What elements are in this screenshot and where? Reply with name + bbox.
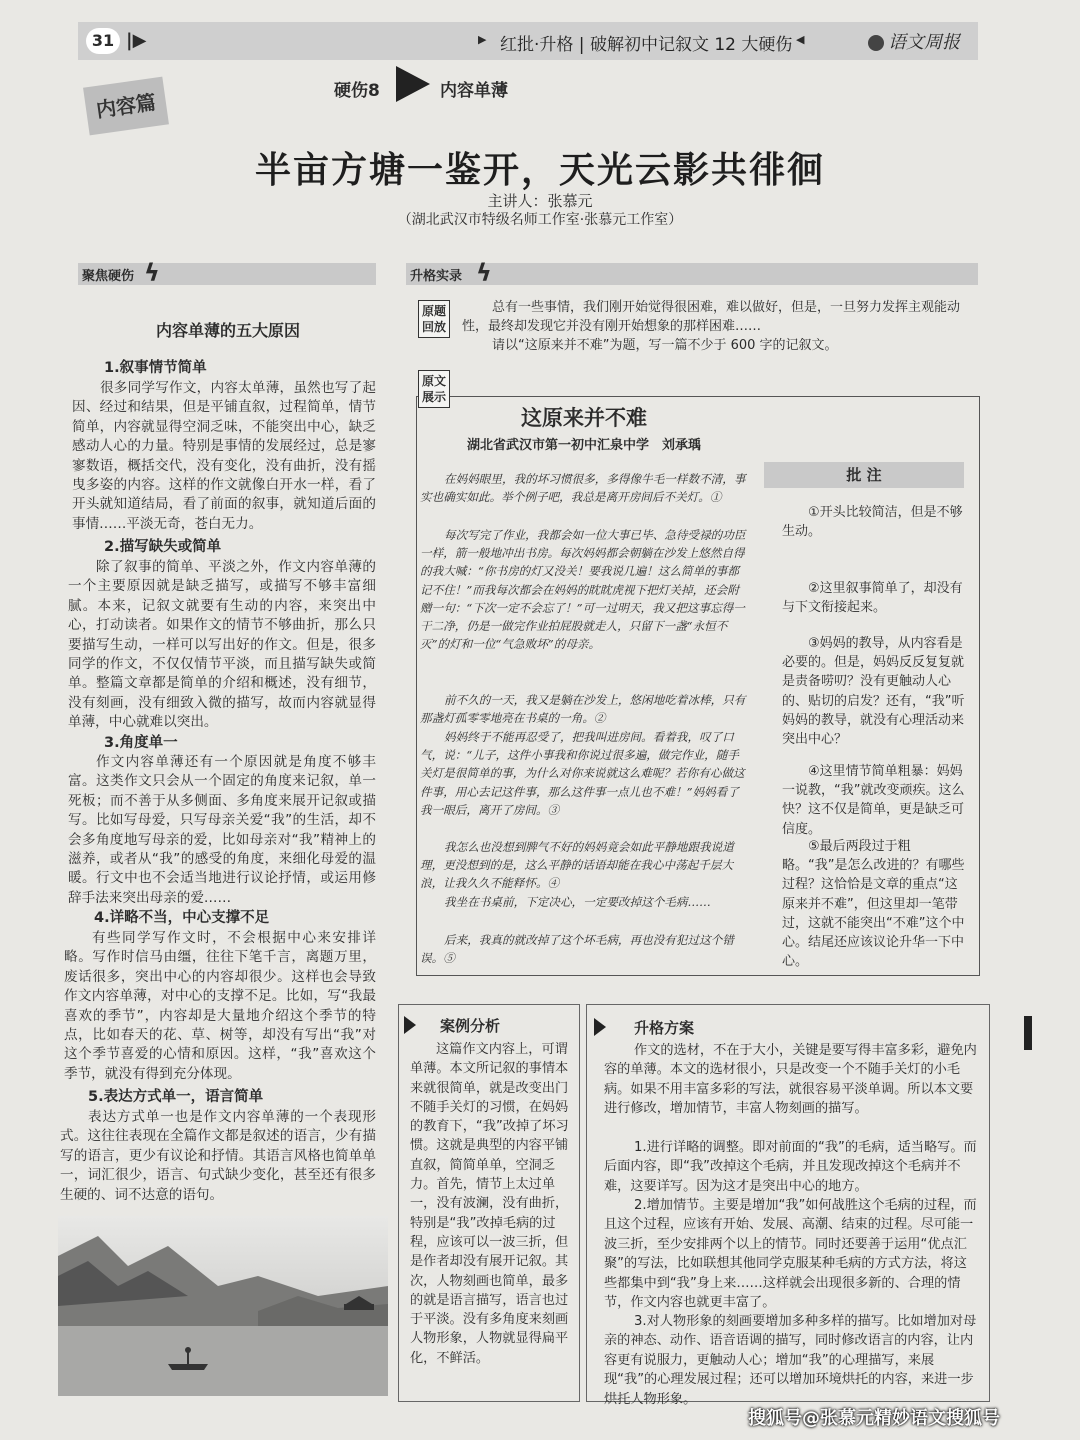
arrow-icon <box>404 1016 416 1034</box>
essay-paragraph: 妈妈终于不能再忍受了，把我叫进房间。看着我，叹了口气，说：“儿子，这件小事我和你说过很多遍，做完作业，随手关灯是很简单的事，为什么对你来说就这么难呢？若你有心做这件事，用心去记这件事，那么这件事一点儿也不难！”妈妈看了我一眼后，离开了房间。③ <box>420 730 745 817</box>
essay-paragraph: 每次写完了作业，我都会如一位大事已毕、急待受禄的功臣一样，箭一般地冲出书房。每次妈妈都会朝躺在沙发上悠然自得的我大喊：“你书房的灯又没关！要我说几遍！这么简单的事都记不住！”而我每次都会在妈妈的眈眈虎视下把灯关掉，还会附赠一句：“下次一定不会忘了！”可一过明天，我又把这事忘得一干二净，仍是一做完作业拍屁股就走人，只留下一盏“永恒不灭”的灯和一位“气急败坏”的母亲。 <box>420 528 746 652</box>
reason-heading: 4.详略不当，中心支撑不足 <box>94 910 270 926</box>
annotation: ④这里情节简单粗暴：妈妈一说教，“我”就改变顽疾。这么快？这不仅是简单，更是缺乏可信度。 <box>782 764 965 837</box>
essay-title: 这原来并不难 <box>521 405 647 430</box>
reason-heading: 3.角度单一 <box>104 735 178 751</box>
category-stamp: 内容篇 <box>83 77 169 136</box>
column-title: 红批·升格 | 破解初中记叙文 12 大硬伤 <box>500 35 793 55</box>
reason-heading: 1.叙事情节简单 <box>104 360 207 376</box>
notes-heading: 批 注 <box>764 462 964 488</box>
section-bar-focus: 聚焦硬伤 ϟ <box>78 263 376 285</box>
analysis-text: 这篇作文内容上，可谓单薄。本文所记叙的事情本来就很简单，就是改变出门不随手关灯的习惯，在妈妈的教育下，“我”改掉了坏习惯。这就是典型的内容平铺直叙，简简单单，空洞乏力。首先，情节上太过单一，没有波澜，没有曲折，特别是“我”改掉毛病的过程，应该可以一波三折，但是作者却没有展开记叙。其次，人物刻画也简单，最多的就是语言描写，语言也过于平淡。没有多角度来刻画人物形象，人物就显得扁平化，不鲜活。 <box>410 1042 569 1366</box>
section-bar-upgrade: 升格实录 ϟ <box>406 263 978 285</box>
essay-paragraph: 在妈妈眼里，我的坏习惯很多，多得像牛毛一样数不清，事实也确实如此。举个例子吧，我总是离开房间后不关灯。① <box>420 472 746 505</box>
reason-text: 作文内容单薄还有一个原因就是角度不够丰富。这类作文只会从一个固定的角度来记叙，单一死板；而不善于从多侧面、多角度来展开记叙或描写。比如写母爱，只写母亲关爱“我”的生活，却不会多角度地写母亲的爱，比如母亲对“我”精神上的滋养，或者从“我”的感受的角度，来细化母爱的温暖。行文中也不会适当地进行议论抒情，或运用修辞手法来突出母亲的爱…… <box>68 754 376 906</box>
reason-heading: 5.表达方式单一，语言简单 <box>88 1089 264 1105</box>
annotation: ③妈妈的教导，从内容看是必要的。但是，妈妈反反复复就是责备唠叨？没有更触动人心的、贴切的启发？还有，“我”听妈妈的教导，就没有心理活动来突出中心？ <box>782 636 965 748</box>
hurt-name: 内容单薄 <box>440 81 508 101</box>
plan-heading: 升格方案 <box>634 1019 695 1037</box>
hurt-number: 硬伤8 <box>334 81 380 101</box>
plan-item: 1.进行详略的调整。即对前面的“我”的毛病，适当略写。而后面内容，即“我”改掉这个毛病，并且发现改掉这个毛病并不难，这要详写。因为这才是突出中心的地方。 <box>604 1140 977 1194</box>
affiliation: （湖北武汉市特级名师工作室·张慕元工作室） <box>397 212 683 228</box>
annotation: ②这里叙事简单了，却没有与下文衔接起来。 <box>782 581 963 616</box>
prompt-task: 请以“这原来并不难”为题，写一篇不少于 600 字的记叙文。 <box>492 338 838 353</box>
essay-paragraph: 我坐在书桌前，下定决心，一定要改掉这个毛病…… <box>444 895 711 909</box>
prompt-text: 总有一些事情，我们刚开始觉得很困难，难以做好，但是，一旦努力发挥主观能动性，最终却发现它并没有刚开始想象的那样困难…… <box>462 300 961 334</box>
logo-icon <box>868 35 884 51</box>
reasons-title: 内容单薄的五大原因 <box>155 321 300 340</box>
prompt-tag: 原题回放 <box>418 300 450 338</box>
essay-paragraph: 我怎么也没想到脾气不好的妈妈竟会如此平静地跟我说道理，更没想到的是，这么平静的话语却能在我心中荡起千层大浪，让我久久不能释怀。④ <box>420 840 734 891</box>
article-title: 半亩方塘一鉴开，天光云影共徘徊 <box>254 149 825 191</box>
essay-paragraph: 后来，我真的就改掉了这个坏毛病，再也没有犯过这个错误。⑤ <box>420 933 734 966</box>
lightning-icon: ϟ <box>144 259 160 287</box>
reason-text: 除了叙事的简单、平淡之外，作文内容单薄的一个主要原因就是缺乏描写，或描写不够丰富细腻。本来，记叙文就要有生动的内容，来突出中心，打动读者。如果作文的情节不够曲折，那么只要描写生动，一样可以写出好的作文。但是，很多同学的作文，不仅仅情节平淡，而且描写缺失或简单。整篇文章都是简单的介绍和概述，没有细节，没有刻画，没有细致入微的描写，故而内容就显得单薄，中心就难以突出。 <box>68 559 376 731</box>
page-number: 31 <box>86 28 120 54</box>
analysis-heading: 案例分析 <box>440 1017 501 1035</box>
reason-text: 表达方式单一也是作文内容单薄的一个表现形式。这往往表现在全篇作文都是叙述的语言，少有描写的语言，更少有议论和抒情。其语言风格也简单单一，词汇很少，语言、句式缺少变化，甚至还有很多生硬的、词不达意的语句。 <box>60 1109 376 1203</box>
speaker: 主讲人：张慕元 <box>487 192 593 210</box>
landscape-photo <box>58 1216 388 1396</box>
reason-text: 很多同学写作文，内容太单薄，虽然也写了起因、经过和结果，但是平铺直叙，过程简单，情节简单，内容就显得空洞乏味，不能突出中心，缺乏感动人心的力量。特别是事情的发展经过，总是寥寥数语，概括交代，没有变化，没有曲折，没有摇曳多姿的内容。这样的作文就像白开水一样，看了开头就知道结局，看了前面的叙事，就知道后面的事情……平淡无奇，苍白无力。 <box>72 380 376 532</box>
reason-text: 有些同学写作文时，不会根据中心来安排详略。写作时信马由缰，往往下笔千言，离题万里，废话很多，突出中心的内容却很少。这样也会导致作文内容单薄，对中心的支撑不足。比如，写“我最喜欢的季节”，内容却是大量地介绍这个季节的特点，比如春天的花、草、树等，却没有写出“我”对这个季节喜爱的心情和原因。这样，“我”喜欢这个季节，就没有得到充分体现。 <box>64 930 376 1082</box>
triangle-left-icon: ◀ <box>796 33 805 46</box>
newspaper-logo: 语文周报 <box>868 28 960 54</box>
plan-item: 3.对人物形象的刻画要增加多种多样的描写。比如增加对母亲的神态、动作、语音语调的描写，同时修改语言的内容，让内容更有说服力，更触动人心；增加“我”的心理描写，来展现“我”的心理发展过程；还可以增加环境烘托的内容，来进一步烘托人物形象。 <box>604 1314 977 1407</box>
arrow-icon <box>594 1018 606 1036</box>
original-tag: 原文展示 <box>418 370 450 408</box>
plan-item: 2.增加情节。主要是增加“我”如何战胜这个毛病的过程，而且这个过程，应该有开始、发展、高潮、结束的过程。尽可能一波三折，至少安排两个以上的情节。同时还要善于运用“优点汇聚”的写法，比如联想其他同学克服某种毛病的方式方法，将这些都集中到“我”身上来……这样就会出现很多新的、合理的情节，作文内容也就更丰富了。 <box>604 1198 977 1311</box>
arrow-icon <box>396 66 430 102</box>
watermark: 搜狐号@张慕元精妙语文搜狐号 <box>748 1408 1000 1429</box>
plan-intro: 作文的选材，不在于大小，关键是要写得丰富多彩，避免内容的单薄。本文的选材很小，只是改变一个不随手关灯的小毛病。如果不用丰富多彩的写法，就很容易平淡单调。所以本文要进行修改，增加情节，丰富人物刻画的描写。 <box>604 1043 977 1117</box>
edge-marker <box>1024 1016 1032 1050</box>
annotation: ⑤最后两段过于粗略。“我”是怎么改进的？有哪些过程？这恰恰是文章的重点“这原来并不难”，但这里却一笔带过，这就不能突出“不难”这个中心。结尾还应该议论升华一下中心。 <box>782 839 965 970</box>
reason-heading: 2.描写缺失或简单 <box>104 539 222 555</box>
annotation: ①开头比较简洁，但是不够生动。 <box>782 505 963 540</box>
lightning-icon: ϟ <box>476 259 492 287</box>
essay-author: 湖北省武汉市第一初中汇泉中学 刘承瑀 <box>466 438 701 453</box>
triangle-right-icon: ▶ <box>478 33 487 46</box>
page-marker-icon: |▶ <box>126 30 147 51</box>
essay-paragraph: 前不久的一天，我又是躺在沙发上，悠闲地吃着冰棒，只有那盏灯孤零零地亮在书桌的一角。② <box>420 693 746 726</box>
